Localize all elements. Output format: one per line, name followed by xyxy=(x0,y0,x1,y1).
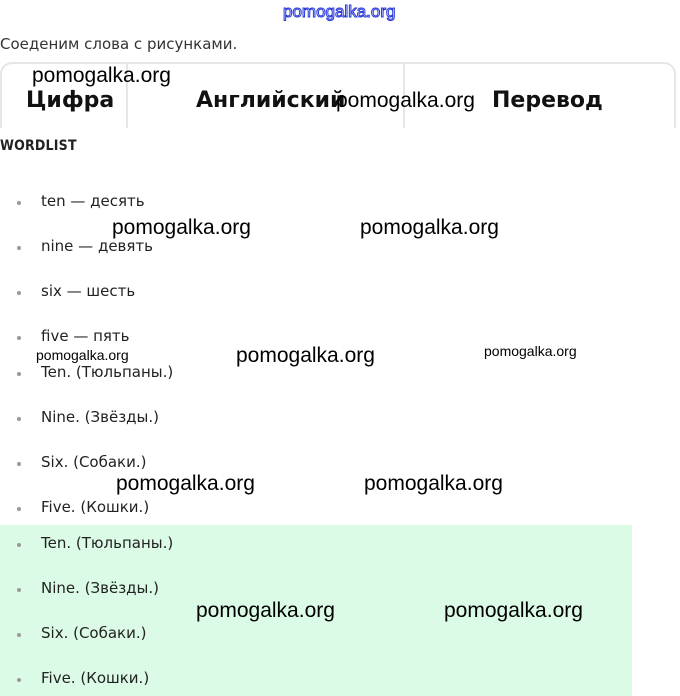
bullet-icon xyxy=(17,336,21,340)
wordlist-title: WORDLIST xyxy=(0,138,77,154)
bullet-icon xyxy=(17,588,21,592)
watermark: pomogalka.org xyxy=(484,343,577,359)
watermark: pomogalka.org xyxy=(360,216,499,239)
watermark: pomogalka.org xyxy=(196,599,335,622)
list-item: ten — десять xyxy=(0,192,600,212)
bullet-icon xyxy=(17,372,21,376)
list-item: six — шесть xyxy=(0,282,600,302)
highlighted-list-item: Ten. (Тюльпаны.) xyxy=(0,534,600,554)
list-item: nine — девять xyxy=(0,237,600,257)
column-header-translation: Перевод xyxy=(492,88,603,113)
watermark: pomogalka.org xyxy=(236,344,375,367)
list-item: Ten. (Тюльпаны.) xyxy=(0,363,600,383)
bullet-icon xyxy=(17,678,21,682)
column-header-english: Английский xyxy=(196,88,346,113)
bullet-icon xyxy=(17,507,21,511)
watermark: pomogalka.org xyxy=(32,64,171,87)
column-header-digit: Цифра xyxy=(26,88,115,113)
list-item: Five. (Кошки.) xyxy=(0,498,600,518)
watermark: pomogalka.org xyxy=(444,599,583,622)
highlighted-list-item: Five. (Кошки.) xyxy=(0,669,600,689)
bullet-icon xyxy=(17,201,21,205)
watermark: pomogalka.org xyxy=(116,472,255,495)
bullet-icon xyxy=(17,633,21,637)
watermark: pomogalka.org xyxy=(336,89,475,112)
bullet-icon xyxy=(17,462,21,466)
bullet-icon xyxy=(17,417,21,421)
highlighted-list-item: Six. (Собаки.) xyxy=(0,624,600,644)
list-item: five — пять xyxy=(0,327,600,347)
watermark: pomogalka.org xyxy=(36,347,129,363)
watermark: pomogalka.org xyxy=(364,472,503,495)
watermark-top: pomogalka.org xyxy=(283,2,396,21)
bullet-icon xyxy=(17,246,21,250)
watermark: pomogalka.org xyxy=(112,216,251,239)
highlighted-list-item: Nine. (Звёзды.) xyxy=(0,579,600,599)
intro-text: Соеденим слова с рисунками. xyxy=(0,35,238,53)
bullet-icon xyxy=(17,291,21,295)
list-item: Six. (Собаки.) xyxy=(0,453,600,473)
bullet-icon xyxy=(17,543,21,547)
list-item: Nine. (Звёзды.) xyxy=(0,408,600,428)
